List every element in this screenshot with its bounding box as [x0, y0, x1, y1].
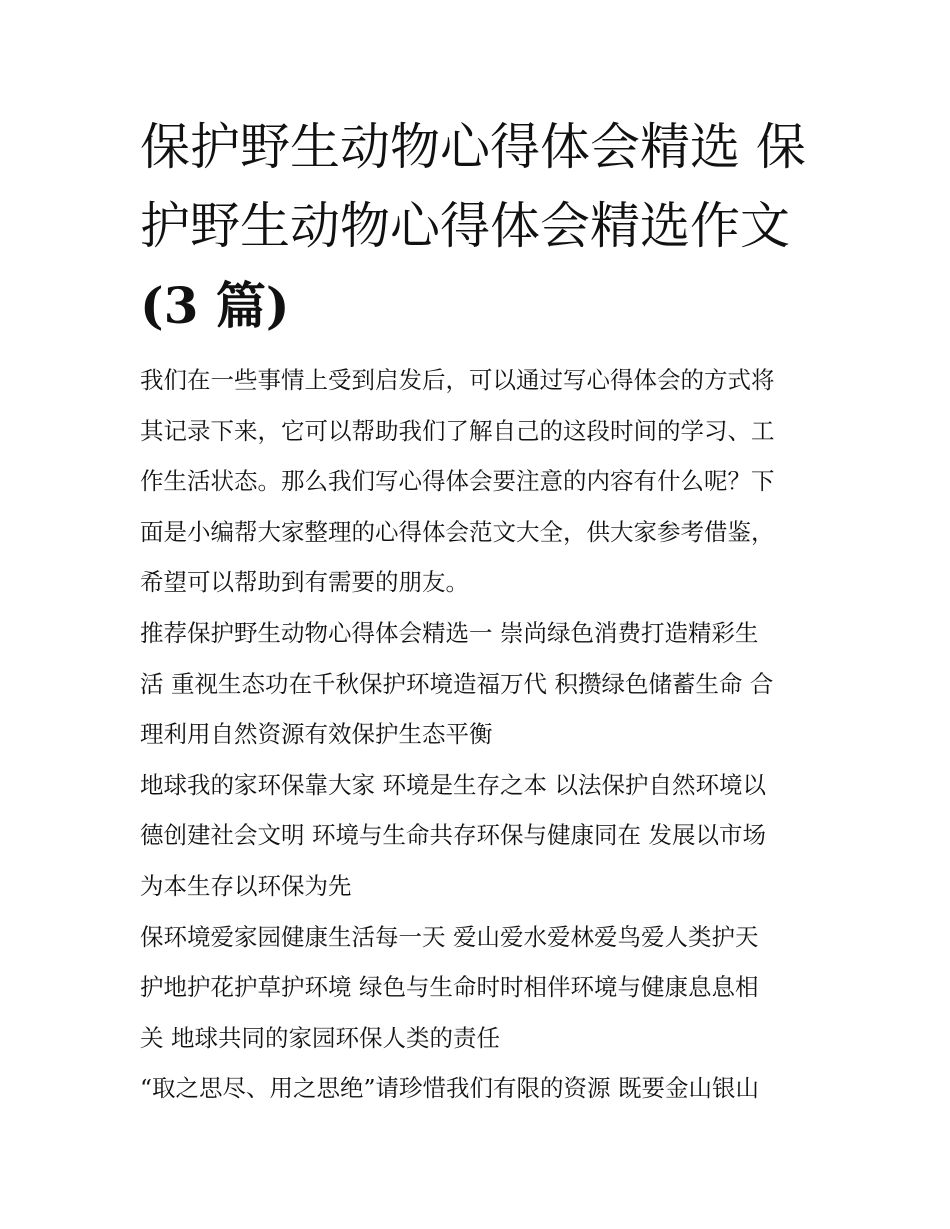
- text-line: 保环境爱家园健康生活每一天 爱山爱水爱林爱鸟爱人类护天: [140, 922, 759, 951]
- title-line-1: 保护野生动物心得体会精选 保: [140, 118, 806, 176]
- text-line: 推荐保护野生动物心得体会精选一 崇尚绿色消费打造精彩生: [140, 618, 759, 647]
- text-line: 关 地球共同的家园环保人类的责任: [140, 1023, 500, 1052]
- title-line-2: 护野生动物心得体会精选作文: [140, 197, 790, 255]
- text-line: 为本生存以环保为先: [140, 871, 352, 900]
- paragraph-slogans-1: [140, 608, 820, 760]
- paragraph-intro: [140, 355, 820, 608]
- paragraph-slogans-3: [140, 912, 820, 1064]
- text-line: 面是小编帮大家整理的心得体会范文大全，供大家参考借鉴，: [140, 517, 775, 546]
- text-line: 德创建社会文明 环境与生命共存环保与健康同在 发展以市场: [140, 821, 766, 850]
- document-title: [140, 108, 820, 345]
- text-line: 希望可以帮助到有需要的朋友。: [140, 568, 469, 597]
- text-line: 我们在一些事情上受到启发后，可以通过写心得体会的方式将: [140, 366, 775, 394]
- text-line: “取之思尽、用之思绝”请珍惜我们有限的资源 既要金山银山: [140, 1074, 759, 1103]
- paragraph-slogans-4: [140, 1063, 820, 1114]
- text-line: 理利用自然资源有效保护生态平衡: [140, 720, 493, 749]
- text-line: 作生活状态。那么我们写心得体会要注意的内容有什么呢？下: [140, 467, 775, 496]
- text-line: 护地护花护草护环境 绿色与生命时时相伴环境与健康息息相: [140, 973, 759, 1002]
- title-line-3: (3 篇): [140, 276, 290, 335]
- paragraph-slogans-2: [140, 760, 820, 912]
- document-body: [140, 355, 820, 1114]
- text-line: 活 重视生态功在千秋保护环境造福万代 积攒绿色储蓄生命 合: [140, 669, 774, 698]
- text-line: 其记录下来，它可以帮助我们了解自己的这段时间的学习、工: [140, 416, 775, 445]
- text-line: 地球我的家环保靠大家 环境是生存之本 以法保护自然环境以: [140, 770, 766, 799]
